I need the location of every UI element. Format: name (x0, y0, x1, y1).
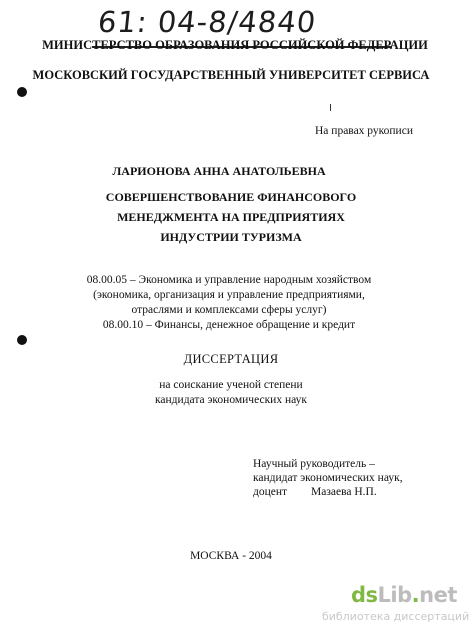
supervisor-rank-name (253, 486, 377, 498)
specialty-line-4: 08.00.10 – Финансы, денежное обращение и кредит (102, 319, 356, 331)
specialty-line-3: отраслями и комплексами сферы услуг) (131, 304, 327, 316)
logo-dot: . (411, 583, 420, 607)
pen-mark (330, 104, 331, 111)
specialty-line-2: (экономика, организация и управление предприятиями, (93, 289, 365, 301)
document-type: ДИССЕРТАЦИЯ (183, 352, 279, 366)
supervisor-degree: кандидат экономических наук, (253, 472, 403, 484)
ministry-heading: МИНИСТЕРСТВО ОБРАЗОВАНИЯ РОССИЙСКОЙ ФЕДЕРАЦИИ (42, 38, 428, 52)
city-year: МОСКВА - 2004 (190, 550, 272, 562)
stamp-text: 61: 04-8/4840 (96, 5, 319, 39)
logo-net: net (419, 583, 457, 607)
dslib-logo (351, 583, 457, 607)
supervisor-rank: доцент (253, 486, 288, 498)
binder-hole-top (17, 87, 27, 97)
logo-lib: Lib (377, 583, 412, 607)
author-name: ЛАРИОНОВА АННА АНАТОЛЬЕВНА (112, 164, 326, 178)
degree-line-2: кандидата экономических наук (155, 394, 307, 406)
supervisor-label: Научный руководитель – (253, 458, 375, 470)
manuscript-rights-note: На правах рукописи (315, 125, 413, 137)
degree-line-1: на соискание ученой степени (159, 379, 303, 391)
specialty-line-1: 08.00.05 – Экономика и управление народным хозяйством (86, 274, 372, 286)
thesis-title-line-2: МЕНЕДЖМЕНТА НА ПРЕДПРИЯТИЯХ (117, 210, 345, 224)
watermark-subtitle: библиотека диссертаций (322, 610, 469, 623)
dslib-watermark (305, 583, 469, 631)
logo-ds: ds (351, 583, 378, 607)
thesis-title-line-3: ИНДУСТРИИ ТУРИЗМА (160, 230, 302, 244)
binder-hole-bottom (17, 335, 27, 345)
thesis-title-line-1: СОВЕРШЕНСТВОВАНИЕ ФИНАНСОВОГО (105, 190, 357, 204)
supervisor-name: Мазаева Н.П. (311, 486, 377, 498)
university-heading: МОСКОВСКИЙ ГОСУДАРСТВЕННЫЙ УНИВЕРСИТЕТ СЕРВИСА (32, 68, 430, 82)
library-stamp (96, 2, 340, 42)
